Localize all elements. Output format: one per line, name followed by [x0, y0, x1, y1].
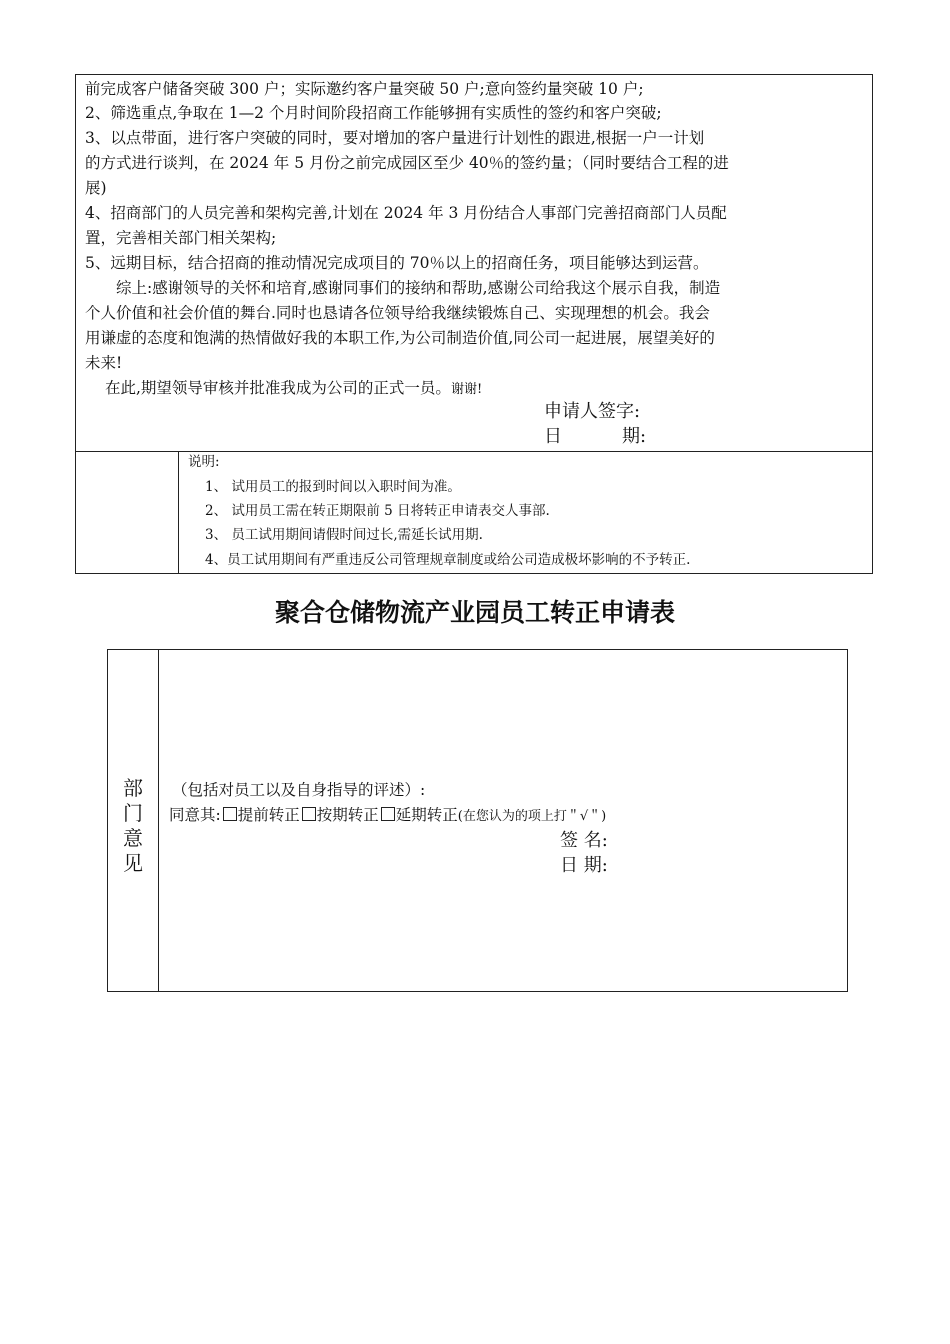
side-label-char: 意 — [123, 826, 143, 850]
early-confirmation-checkbox[interactable] — [223, 807, 237, 821]
note-item: 1、 试用员工的报到时间以入职时间为准。 — [205, 479, 461, 495]
department-opinion-table — [107, 649, 848, 992]
body-line: 的方式进行谈判，在 2024 年 5 月份之前完成园区至少 40％的签约量；（同时要结合工程的进 — [85, 154, 729, 172]
side-label-char: 门 — [123, 801, 143, 825]
application-continuation-table — [75, 74, 873, 574]
agree-line — [169, 803, 606, 829]
form-title: 聚合仓储物流产业园员工转正申请表 — [274, 598, 675, 627]
note-item: 2、 试用员工需在转正期限前 5 日将转正申请表交人事部. — [205, 503, 550, 519]
body-line: 2、筛选重点,争取在 1—2 个月时间阶段招商工作能够拥有实质性的签约和客户突破; — [85, 104, 662, 122]
body-line: 置，完善相关部门相关架构; — [85, 229, 277, 247]
notes-heading: 说明: — [188, 454, 220, 470]
applicant-signature-label: 申请人签字: — [544, 401, 641, 422]
department-sign-label: 签 名: — [560, 830, 608, 851]
notes-row — [76, 451, 872, 573]
note-item: 3、 员工试用期间请假时间过长,需延长试用期. — [205, 527, 483, 543]
self-evaluation-cell — [76, 75, 872, 452]
date-label-part2: 期: — [622, 426, 647, 447]
side-label-char: 部 — [123, 776, 143, 800]
notes-label-cell — [76, 451, 179, 573]
closing-main: 在此,期望领导审核并批准我成为公司的正式一员。 — [105, 379, 451, 397]
date-label-part1: 日 — [544, 426, 562, 447]
department-date-label: 日 期: — [560, 855, 608, 876]
side-label-char: 见 — [123, 851, 143, 875]
body-line: 前完成客户储备突破 300 户；实际邀约客户量突破 50 户;意向签约量突破 10 户; — [85, 80, 644, 98]
body-line: 5、远期目标，结合招商的推动情况完成项目的 70％以上的招商任务，项目能够达到运营。 — [85, 254, 709, 272]
closing-thanks: 谢谢! — [450, 382, 483, 397]
body-line: 未来! — [85, 354, 123, 372]
body-line: 4、招商部门的人员完善和架构完善,计划在 2024 年 3 月份结合人事部门完善招商部门人员配 — [85, 204, 727, 222]
body-line: 3、以点带面，进行客户突破的同时，要对增加的客户量进行计划性的跟进,根据一户一计划 — [85, 129, 705, 147]
body-line: 综上:感谢领导的关怀和培育,感谢同事们的接纳和帮助,感谢公司给我这个展示自我，制造 — [116, 279, 721, 297]
note-item: 4、员工试用期间有严重违反公司管理规章制度或给公司造成极坏影响的不予转正. — [205, 552, 691, 568]
on-time-confirmation-checkbox[interactable] — [302, 807, 316, 821]
body-line: 用谦虚的态度和饱满的热情做好我的本职工作,为公司制造价值,同公司一起进展，展望美好的 — [85, 329, 715, 347]
closing-line — [105, 376, 482, 402]
body-line: 个人价值和社会价值的舞台.同时也恳请各位领导给我继续锻炼自己、实现理想的机会。我会 — [85, 304, 710, 322]
on-time-confirmation-label: 按期转正 — [316, 806, 379, 824]
applicant-date-label — [544, 424, 646, 449]
delayed-confirmation-label: 延期转正 — [395, 806, 458, 824]
delayed-confirmation-checkbox[interactable] — [381, 807, 395, 821]
comment-prompt: （包括对员工以及自身指导的评述）: — [172, 781, 426, 799]
body-line: 展) — [85, 179, 107, 197]
department-opinion-label-cell — [108, 650, 159, 991]
early-confirmation-label: 提前转正 — [237, 806, 300, 824]
options-hint: (在您认为的项上打＂√＂) — [457, 809, 607, 824]
agree-label: 同意其: — [169, 806, 221, 824]
